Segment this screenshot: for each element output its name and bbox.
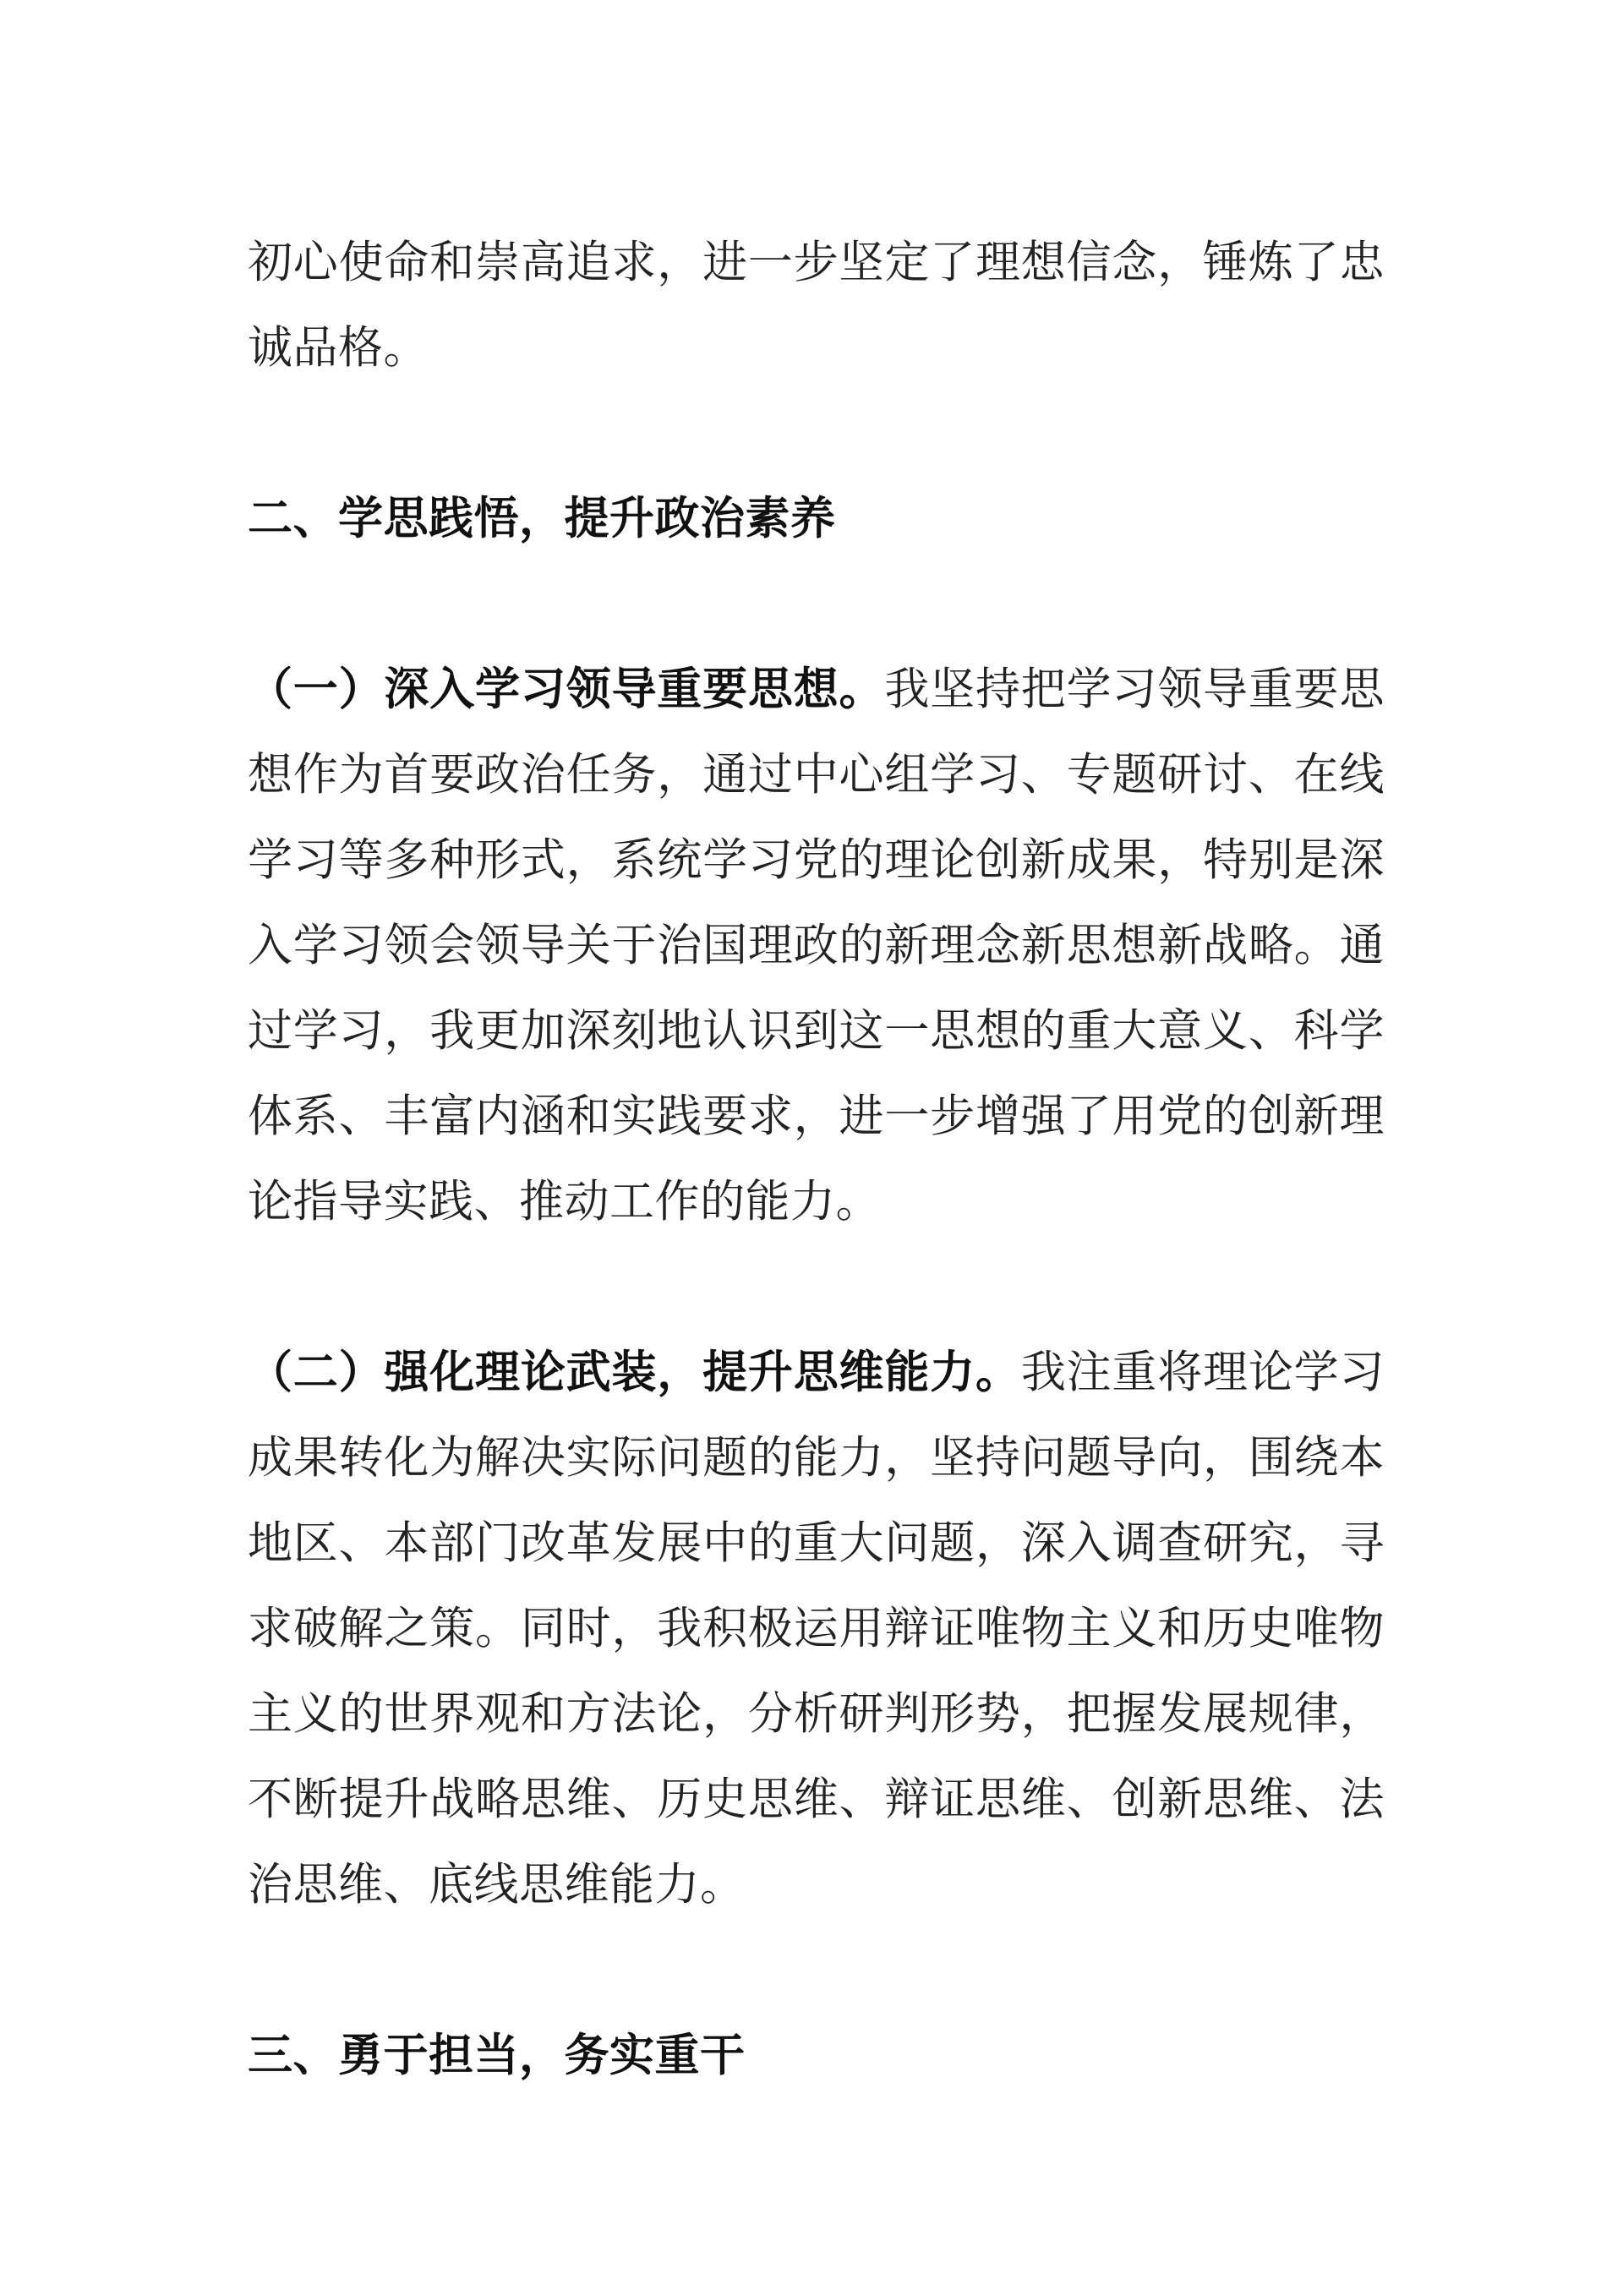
- section-3-heading: 三、勇于担当，务实重干: [248, 2030, 746, 2081]
- item-2-2-body: 我注重将理论学习成果转化为解决实际问题的能力，坚持问题导向，围绕本地区、本部门改革发展中的重大问题，深入调查研究，寻求破解之策。同时，我积极运用辩证唯物主义和历史唯物主义的世界观和方法论，分析研判形势，把握发展规律，不断提升战略思维、历史思维、辩证思维、创新思维、法治思维、底线思维能力。: [248, 1347, 1385, 1911]
- spacer: [248, 1244, 1385, 1330]
- spacer: [248, 1927, 1385, 2013]
- document-content: [248, 220, 1385, 2098]
- item-2-2-lead: （二）强化理论武装，提升思维能力。: [248, 1347, 1021, 1398]
- item-2-1-paragraph: [248, 647, 1385, 1244]
- section-2-heading: 二、学思践悟，提升政治素养: [248, 493, 836, 544]
- item-2-1-body: 我坚持把学习领导重要思想作为首要政治任务，通过中心组学习、专题研讨、在线学习等多种形式，系统学习党的理论创新成果，特别是深入学习领会领导关于治国理政的新理念新思想新战略。通过学习，我更加深刻地认识到这一思想的重大意义、科学体系、丰富内涵和实践要求，进一步增强了用党的创新理论指导实践、推动工作的能力。: [248, 664, 1385, 1227]
- spacer: [248, 561, 1385, 647]
- continuation-paragraph: 初心使命和崇高追求，进一步坚定了理想信念，锤炼了忠诚品格。: [248, 237, 1385, 374]
- item-2-2-paragraph: [248, 1330, 1385, 1927]
- spacer: [248, 391, 1385, 476]
- item-2-1-lead: （一）深入学习领导重要思想。: [248, 664, 885, 715]
